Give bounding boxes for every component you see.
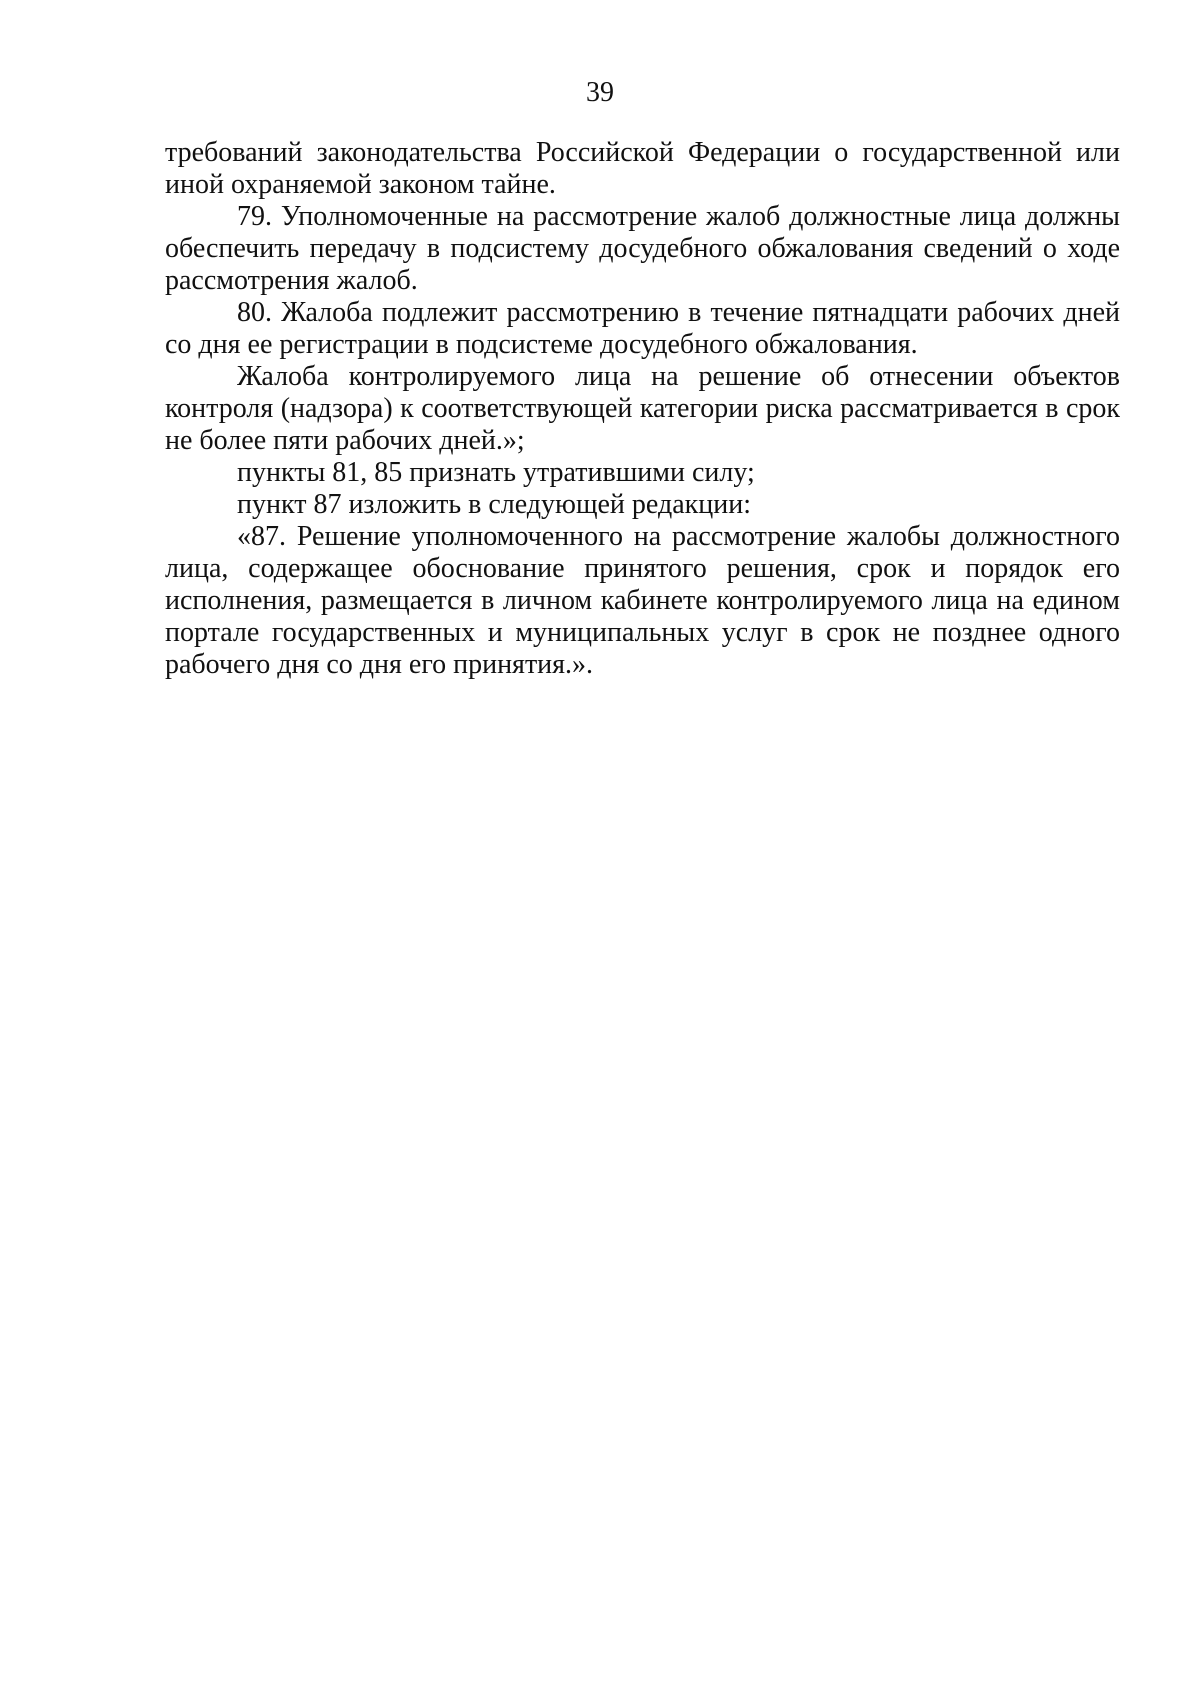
paragraph-87: «87. Решение уполномоченного на рассмотрение жалобы должностного лица, содержащее обоснование принятого решения, срок и порядок его исполнения, размещается в личном кабинете контролируемого лица на едином портале государственных и муниципальных услуг в срок не позднее одного рабочего дня со дня его принятия.». [165,521,1120,680]
page-number: 39 [586,77,614,108]
document-body [165,137,1120,681]
paragraph-risk-category-complaint: Жалоба контролируемого лица на решение об отнесении объектов контроля (надзора) к соответствующей категории риска рассматривается в срок не более пяти рабочих дней.»; [165,361,1120,456]
paragraph-point-87-intro: пункт 87 изложить в следующей редакции: [237,489,751,520]
paragraph-points-81-85: пункты 81, 85 признать утратившими силу; [237,457,755,488]
paragraph-continuation: требований законодательства Российской Федерации о государственной или иной охраняемой законом тайне. [165,137,1120,200]
paragraph-80: 80. Жалоба подлежит рассмотрению в течение пятнадцати рабочих дней со дня ее регистрации в подсистеме досудебного обжалования. [165,297,1120,360]
paragraph-79: 79. Уполномоченные на рассмотрение жалоб должностные лица должны обеспечить передачу в подсистему досудебного обжалования сведений о ходе рассмотрения жалоб. [165,201,1120,296]
